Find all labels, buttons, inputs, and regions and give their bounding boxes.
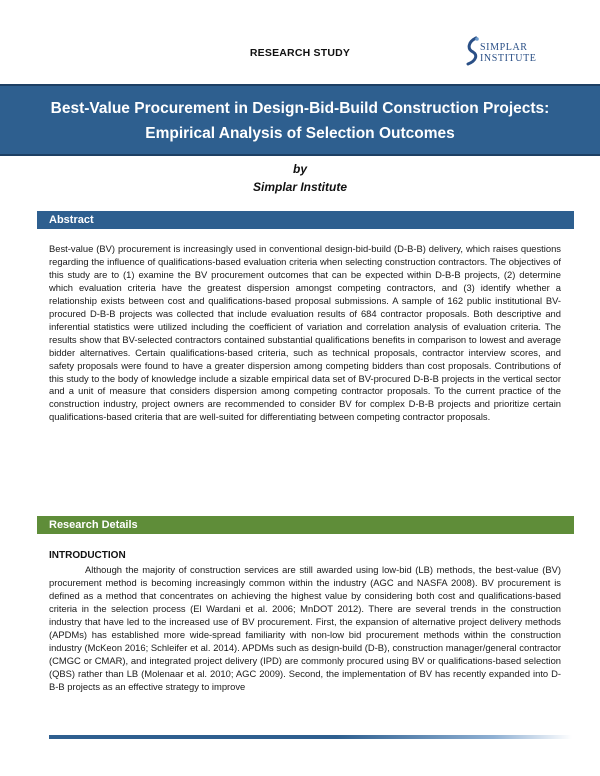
abstract-heading: Abstract (37, 211, 574, 229)
byline-by: by (292, 162, 307, 176)
introduction-heading: INTRODUCTION (49, 550, 126, 561)
paper-title-line1: Best-Value Procurement in Design-Bid-Build Construction Projects: (50, 100, 550, 117)
paper-title-line2: Empirical Analysis of Selection Outcomes (145, 125, 455, 142)
title-banner (0, 84, 600, 156)
author-name: Simplar Institute (252, 180, 347, 194)
footer-divider (49, 735, 572, 739)
logo-name-line1: SIMPLAR (480, 42, 528, 53)
research-details-heading: Research Details (37, 516, 574, 534)
study-type-label: RESEARCH STUDY (249, 47, 351, 59)
introduction-text: Although the majority of construction services are still awarded using low-bid (LB) methods, the best-value (BV) procurement method is becoming increasingly common within the industry (AGC and NASFA 2008). BV procurement is defined as a method that concentrates on achieving the highest value by considering both cost and qualifications-based criteria in the selection process (El Wardani et al. 2006; MnDOT 2012). There are several trends in the construction industry that have led to the increased use of BV procurement. First, the expansion of alternative project delivery methods (APDMs) has established more wide-spread familiarity with non-low bid procurement methods within the construction industry (McKeon 2016; Schleifer et al. 2014). APDMs such as design-build (D-B), construction manager/general contractor (CMGC or CMAR), and integrated project delivery (IPD) are commonly procured using BV or qualifications-based selection (QBS) rather than LB (Molenaar et al. 2010; AGC 2009). Second, the implementation of BV has recently expanded into D-B-B projects as an effective strategy to improve (49, 564, 561, 692)
logo-name-line2: INSTITUTE (480, 53, 537, 64)
simplar-logo (464, 36, 584, 76)
abstract-text: Best-value (BV) procurement is increasingly used in conventional design-bid-build (D-B-B) delivery, which raises questions regarding the influence of qualifications-based evaluation criteria when selecting construction contractors. The objectives of this study are to (1) examine the BV procurement outcomes that can be expected within D-B-B projects, (2) determine which evaluation criteria have the greatest dispersion amongst competing contractors, and (3) identify whether a relationship exists between cost and qualifications-based proposal submissions. A sample of 162 public institutional BV-procured D-B-B projects was collected that include evaluation results of 684 contractor proposals. Both descriptive and inferential statistics were utilized including the coefficient of variation and correlation analysis of evaluation criteria. The results show that BV-selected contractors contained substantial qualifications benefits in comparison to lowest and average bidder alternatives. Certain qualifications-based criteria, such as technical proposals, contractor interview scores, and safety proposals were found to have a greater dispersion among competing bidders than cost proposals. Contributions of this study to the body of knowledge include a sizable empirical data set of BV-procured D-B-B projects in the vertical sector and a unit of measure that considers dispersion among competing contractor proposals. To the current practice of the construction industry, project owners are recommended to consider BV for complex D-B-B projects and prioritize certain qualifications-based criteria that are well-suited for differentiating between competing contractor proposals. (49, 243, 561, 423)
